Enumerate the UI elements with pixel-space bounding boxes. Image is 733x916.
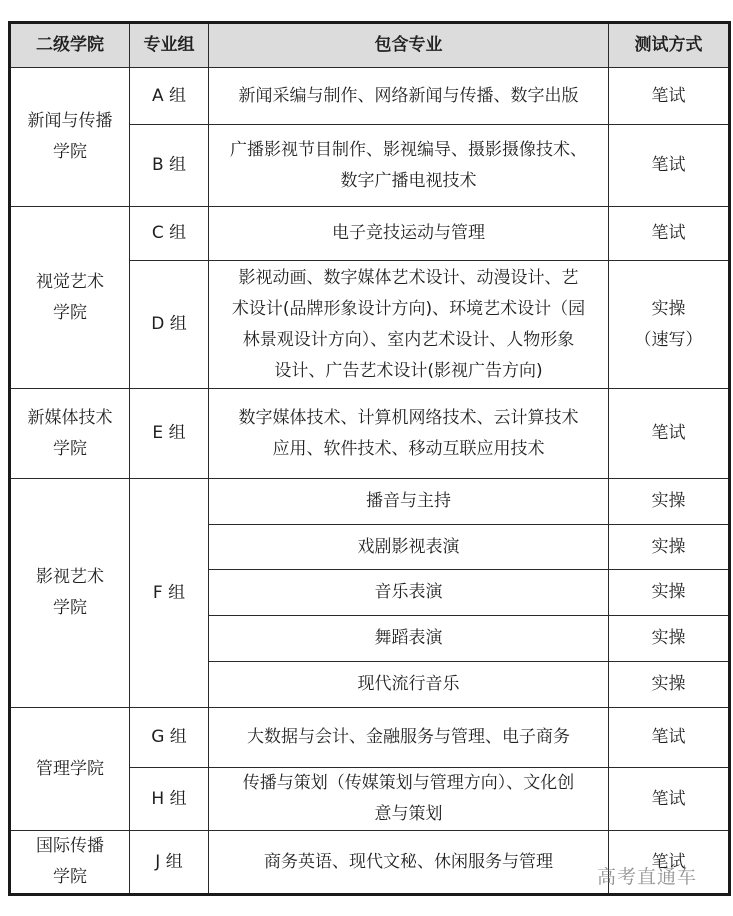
header-row	[10, 23, 730, 68]
majors-line: 意与策划	[374, 804, 443, 824]
group-cell: D 组	[130, 261, 209, 389]
test-cell: 笔试	[609, 768, 730, 831]
majors-cell: 舞蹈表演	[209, 616, 609, 662]
test-cell: 实操	[609, 616, 730, 662]
header-test-method: 测试方式	[609, 23, 730, 68]
group-cell: H 组	[130, 768, 209, 831]
college-name-line: 新闻与传播	[27, 111, 113, 131]
test-cell: 实操	[609, 570, 730, 616]
table-row	[10, 708, 730, 768]
group-cell: A 组	[130, 68, 209, 125]
majors-cell: 现代流行音乐	[209, 662, 609, 708]
group-cell: G 组	[130, 708, 209, 768]
majors-cell	[209, 125, 609, 207]
majors-cell: 戏剧影视表演	[209, 525, 609, 570]
majors-cell	[209, 768, 609, 831]
majors-cell	[209, 389, 609, 479]
test-cell: 实操	[609, 662, 730, 708]
group-cell: J 组	[130, 831, 209, 895]
college-name-line: 影视艺术	[36, 567, 104, 587]
college-name-line: 视觉艺术	[36, 271, 104, 292]
group-cell: C 组	[130, 207, 209, 261]
test-cell: 笔试	[609, 389, 730, 479]
group-cell: E 组	[130, 389, 209, 479]
watermark-text: 高考直通车	[597, 866, 698, 888]
majors-line: 应用、软件技术、移动互联应用技术	[272, 438, 545, 459]
majors-line: 广播影视节目制作、影视编导、摄影摄像技术、	[230, 139, 587, 160]
test-line: （速写）	[634, 329, 703, 350]
college-name-line: 学院	[53, 438, 87, 459]
college-name-line: 学院	[53, 302, 87, 323]
majors-cell: 大数据与会计、金融服务与管理、电子商务	[209, 708, 609, 768]
majors-line: 数字媒体技术、计算机网络技术、云计算技术	[238, 407, 579, 428]
group-cell: B 组	[130, 125, 209, 207]
admissions-test-table	[8, 21, 731, 896]
college-cell	[10, 479, 130, 708]
table-row	[10, 389, 730, 479]
college-name-line: 学院	[53, 598, 87, 618]
header-group: 专业组	[130, 23, 209, 68]
majors-cell: 商务英语、现代文秘、休闲服务与管理	[209, 831, 609, 895]
test-cell: 笔试	[609, 68, 730, 125]
group-cell: F 组	[130, 479, 209, 708]
test-cell: 实操	[609, 525, 730, 570]
majors-line: 设计、广告艺术设计(影视广告方向)	[274, 360, 543, 381]
majors-cell	[209, 261, 609, 389]
table-row	[10, 207, 730, 261]
college-name-line: 新媒体技术	[27, 407, 113, 428]
college-cell	[10, 389, 130, 479]
majors-line: 林景观设计方向）、室内艺术设计、人物形象	[242, 329, 575, 350]
test-cell	[609, 261, 730, 389]
majors-cell: 电子竞技运动与管理	[209, 207, 609, 261]
table-row	[10, 68, 730, 125]
majors-cell: 音乐表演	[209, 570, 609, 616]
test-line: 实操	[651, 298, 686, 319]
header-college: 二级学院	[10, 23, 130, 68]
test-cell: 笔试	[609, 207, 730, 261]
majors-line: 术设计(品牌形象设计方向)、环境艺术设计（园	[231, 298, 586, 319]
majors-line: 传播与策划（传媒策划与管理方向）、文化创	[242, 773, 575, 793]
test-cell: 实操	[609, 479, 730, 525]
college-cell	[10, 68, 130, 207]
test-cell: 笔试	[609, 708, 730, 768]
college-name-line: 学院	[53, 142, 87, 162]
majors-line: 影视动画、数字媒体艺术设计、动漫设计、艺	[238, 267, 579, 288]
test-cell: 笔试	[609, 125, 730, 207]
majors-cell: 播音与主持	[209, 479, 609, 525]
college-name-line: 学院	[53, 867, 87, 887]
test-cell: 笔试	[609, 831, 730, 895]
college-cell: 管理学院	[10, 708, 130, 831]
majors-cell: 新闻采编与制作、网络新闻与传播、数字出版	[209, 68, 609, 125]
college-cell	[10, 207, 130, 389]
college-name-line: 国际传播	[36, 836, 104, 856]
college-cell	[10, 831, 130, 895]
header-majors: 包含专业	[209, 23, 609, 68]
table-row	[10, 479, 730, 525]
majors-line: 数字广播电视技术	[340, 170, 477, 191]
